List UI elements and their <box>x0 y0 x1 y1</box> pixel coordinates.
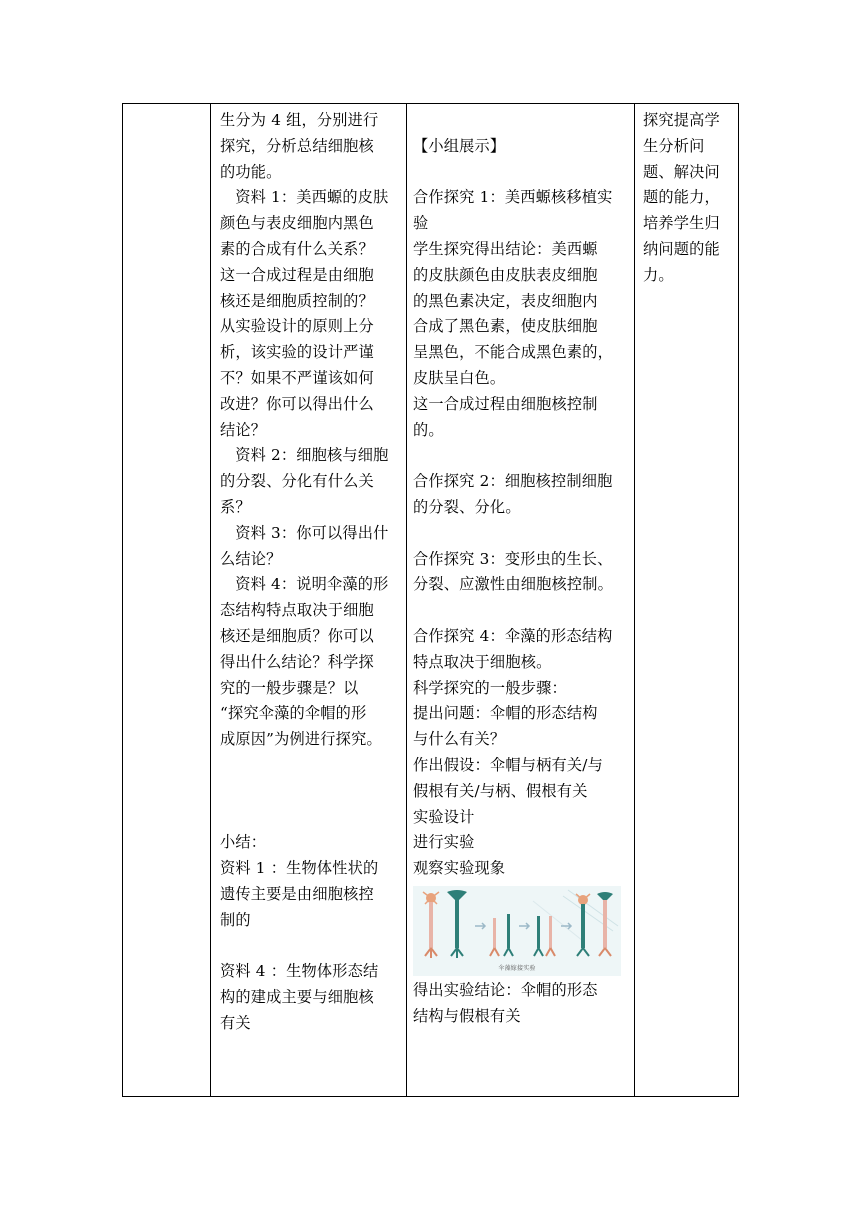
summary-4-line: 资料 4 ：生物体形态结 <box>220 962 379 981</box>
material-3-line: 资料 3：你可以得出什 <box>235 523 389 542</box>
material-4-line: 态结构特点取决于细胞 <box>220 601 374 620</box>
summary-1-line: 资料 1 ：生物体性状的 <box>220 859 379 878</box>
material-4-line: 得出什么结论？科学探 <box>220 652 374 671</box>
material-1-line: 改进？你可以得出什么 <box>220 394 374 413</box>
inquiry-1-line: 这一合成过程由细胞核控制 <box>413 394 598 413</box>
material-4-line: 核还是细胞质？你可以 <box>220 626 374 645</box>
spacer <box>220 934 400 960</box>
intent-line: 探究提高学 <box>643 111 720 129</box>
intent-line: 力。 <box>643 265 674 284</box>
inquiry-1-line: 合作探究 1：美西螈核移植实 <box>413 188 613 207</box>
text-line: 的功能。 <box>220 162 282 181</box>
inquiry-4-line: 特点取决于细胞核。 <box>413 652 552 671</box>
material-1-line: 颜色与表皮细胞内黑色 <box>220 214 374 233</box>
column-teacher-activity <box>211 104 407 1097</box>
inquiry-2-line: 的分裂、分化。 <box>413 497 521 516</box>
material-4-line: “探究伞藻的伞帽的形 <box>220 704 367 723</box>
inquiry-4-line: 进行实验 <box>413 833 475 852</box>
inquiry-4-line: 科学探究的一般步骤： <box>413 678 567 697</box>
spacer <box>413 108 630 134</box>
inquiry-1-line: 验 <box>413 214 429 233</box>
conclusion-line: 得出实验结论：伞帽的形态 <box>413 980 598 999</box>
material-1-line: 析，该实验的设计严谨 <box>220 343 374 362</box>
lesson-table <box>122 103 739 1097</box>
material-2-line: 系？ <box>220 497 251 516</box>
material-1-line: 资料 1：美西螈的皮肤 <box>235 188 389 207</box>
inquiry-4-line: 作出假设：伞帽与柄有关/与 <box>413 755 603 774</box>
material-1-line: 结论？ <box>220 420 267 439</box>
material-1-line: 从实验设计的原则上分 <box>220 317 374 336</box>
inquiry-2-line: 合作探究 2：细胞核控制细胞 <box>413 472 613 491</box>
inquiry-3-line: 分裂、应激性由细胞核控制。 <box>413 575 614 594</box>
inquiry-1-line: 学生探究得出结论：美西螈 <box>413 239 598 258</box>
text-line: 探究，分析总结细胞核 <box>220 136 374 155</box>
column-student-activity <box>407 104 635 1097</box>
inquiry-1-line: 合成了黑色素，使皮肤细胞 <box>413 317 598 336</box>
conclusion-line: 结构与假根有关 <box>413 1006 521 1025</box>
spacer <box>220 753 400 830</box>
summary-title: 小结： <box>220 833 267 852</box>
intent-line: 题的能力， <box>643 188 720 207</box>
column-blank <box>123 104 211 1097</box>
inquiry-4-line: 实验设计 <box>413 807 475 826</box>
material-1-line: 这一合成过程是由细胞 <box>220 265 374 284</box>
material-1-line: 核还是细胞质控制的？ <box>220 291 374 310</box>
figure-caption: 伞藻嫁接实验 <box>498 964 536 972</box>
intent-line: 培养学生归 <box>643 214 720 233</box>
spacer <box>413 160 630 186</box>
summary-1-line: 遗传主要是由细胞核控 <box>220 884 374 903</box>
inquiry-3-line: 合作探究 3：变形虫的生长、 <box>413 549 613 568</box>
inquiry-1-line: 呈黑色，不能合成黑色素的， <box>413 343 614 362</box>
inquiry-4-line: 提出问题：伞帽的形态结构 <box>413 704 598 723</box>
spacer <box>413 521 630 547</box>
inquiry-4-line: 与什么有关？ <box>413 730 506 749</box>
material-4-line: 究的一般步骤是？以 <box>220 678 359 697</box>
inquiry-1-line: 皮肤呈白色。 <box>413 368 506 387</box>
summary-4-line: 构的建成主要与细胞核 <box>220 988 374 1007</box>
material-3-line: 么结论？ <box>220 549 282 568</box>
inquiry-4-line: 合作探究 4：伞藻的形态结构 <box>413 626 613 645</box>
spacer <box>413 598 630 624</box>
summary-4-line: 有关 <box>220 1013 251 1032</box>
column-design-intent <box>635 104 739 1097</box>
text-line: 生分为 4 组，分别进行 <box>220 111 379 129</box>
inquiry-1-line: 的皮肤颜色由皮肤表皮细胞 <box>413 265 598 284</box>
intent-line: 纳问题的能 <box>643 239 720 258</box>
inquiry-4-line: 假根有关/与柄、假根有关 <box>413 781 588 800</box>
material-2-line: 的分裂、分化有什么关 <box>220 472 374 491</box>
group-show-heading: 【小组展示】 <box>413 136 506 155</box>
acetabularia-grafting-figure <box>413 886 621 976</box>
intent-line: 题、解决问 <box>643 162 720 181</box>
inquiry-4-line: 观察实验现象 <box>413 859 506 878</box>
intent-line: 生分析问 <box>643 136 705 155</box>
material-4-line: 资料 4：说明伞藻的形 <box>235 575 389 594</box>
summary-1-line: 制的 <box>220 910 251 929</box>
material-1-line: 素的合成有什么关系？ <box>220 239 374 258</box>
material-4-line: 成原因”为例进行探究。 <box>220 730 382 749</box>
material-1-line: 不？如果不严谨该如何 <box>220 368 374 387</box>
inquiry-1-line: 的。 <box>413 420 444 439</box>
spacer <box>413 443 630 469</box>
inquiry-1-line: 的黑色素决定，表皮细胞内 <box>413 291 598 310</box>
material-2-line: 资料 2：细胞核与细胞 <box>235 446 389 465</box>
